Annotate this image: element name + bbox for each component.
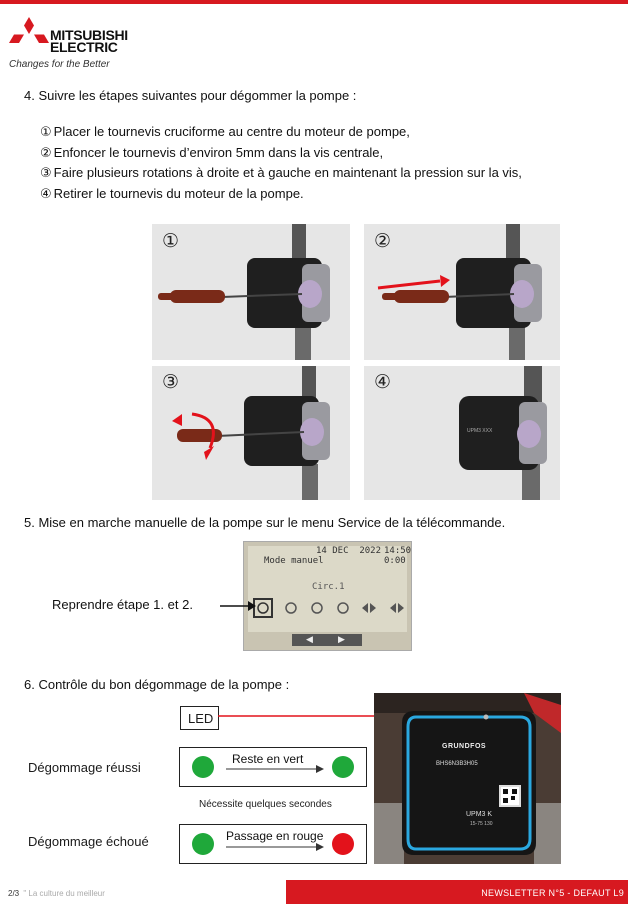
lcd-icons — [244, 598, 411, 618]
list-item: ③ Faire plusieurs rotations à droite et à gauche en maintenant la pression sur la vis, — [40, 165, 522, 181]
step6-heading: 6. Contrôle du bon dégommage de la pompe : — [24, 677, 290, 692]
green-led-dot — [332, 756, 354, 778]
grundfos-pump-illustration — [374, 693, 561, 864]
green-led-dot — [192, 756, 214, 778]
remote-control-screen — [243, 541, 412, 651]
led-label-box — [180, 706, 219, 730]
pump-serial: BHS6N3B3H05 — [436, 761, 478, 767]
list-item: ② Enfoncer le tournevis d’environ 5mm dans la vis centrale, — [40, 144, 384, 161]
pump-brand: GRUNDFOS — [442, 743, 487, 750]
pump-screwdriver-illustration — [152, 366, 350, 500]
lcd-date: 14 DEC 2022 — [316, 546, 382, 556]
footer-page-info — [8, 889, 105, 898]
transition-arrow — [226, 764, 324, 774]
fail-indicator-box — [179, 824, 367, 864]
step-photo-2 — [364, 224, 560, 360]
callout-arrow — [220, 600, 256, 612]
top-accent-bar — [0, 0, 628, 4]
step-photo-4 — [364, 366, 560, 500]
pump-model: UPM3 K — [466, 811, 493, 818]
pump-model-label: UPM3 XXX — [467, 428, 493, 434]
success-arrow-text: Reste en vert — [232, 752, 304, 766]
led-label: LED — [188, 711, 214, 726]
step4-list — [40, 122, 522, 204]
step5-heading: 5. Mise en marche manuelle de la pompe sur le menu Service de la télécommande. — [24, 515, 506, 530]
brand-name-line1: MITSUBISHI — [50, 27, 128, 43]
footer-slogan: " La culture du meilleur — [23, 889, 105, 898]
footer-newsletter-label: NEWSLETTER N°5 - DEFAUT L9 — [481, 888, 624, 898]
pump-photo — [374, 693, 561, 864]
step5-callout: Reprendre étape 1. et 2. — [52, 597, 193, 612]
nav-right-icon[interactable]: ▶ — [338, 634, 345, 644]
red-led-dot — [332, 833, 354, 855]
lcd-mode: Mode manuel — [264, 556, 324, 566]
photo-number-2: ② — [374, 230, 392, 252]
photo-number-3: ③ — [162, 371, 180, 393]
nav-left-icon[interactable]: ◀ — [306, 634, 313, 644]
green-led-dot — [192, 833, 214, 855]
lcd-time: 14:50 — [384, 546, 412, 556]
pump-screwdriver-illustration — [364, 224, 560, 360]
success-indicator-box — [179, 747, 367, 787]
fail-arrow-text: Passage en rouge — [226, 829, 324, 843]
pump-sub-model: 15-75 130 — [470, 821, 493, 827]
pump-screwdriver-illustration — [152, 224, 350, 360]
photo-number-1: ① — [162, 230, 180, 252]
transition-arrow — [226, 842, 324, 852]
note-text: Nécessite quelques secondes — [199, 799, 332, 810]
lcd-nav-bar[interactable] — [292, 634, 362, 646]
step-photo-1 — [152, 224, 350, 360]
lcd-circuit: Circ.1 — [312, 582, 345, 592]
step4-heading: 4. Suivre les étapes suivantes pour dégommer la pompe : — [24, 88, 357, 103]
success-label: Dégommage réussi — [28, 760, 141, 775]
page-number: 2/3 — [8, 889, 20, 898]
footer-bar — [286, 880, 628, 904]
fail-label: Dégommage échoué — [28, 834, 149, 849]
pump-illustration — [364, 366, 560, 500]
list-item: ① Placer le tournevis cruciforme au centre du moteur de pompe, — [40, 124, 410, 140]
lcd-timer: 0:00 — [384, 556, 406, 566]
brand-tagline: Changes for the Better — [9, 59, 110, 70]
mitsubishi-diamonds-icon — [9, 16, 49, 52]
step-photo-3 — [152, 366, 350, 500]
brand-name-line2: ELECTRIC — [50, 39, 118, 55]
photo-number-4: ④ — [374, 371, 392, 393]
list-item: ④ Retirer le tournevis du moteur de la pompe. — [40, 185, 304, 202]
brand-logo — [9, 16, 131, 72]
